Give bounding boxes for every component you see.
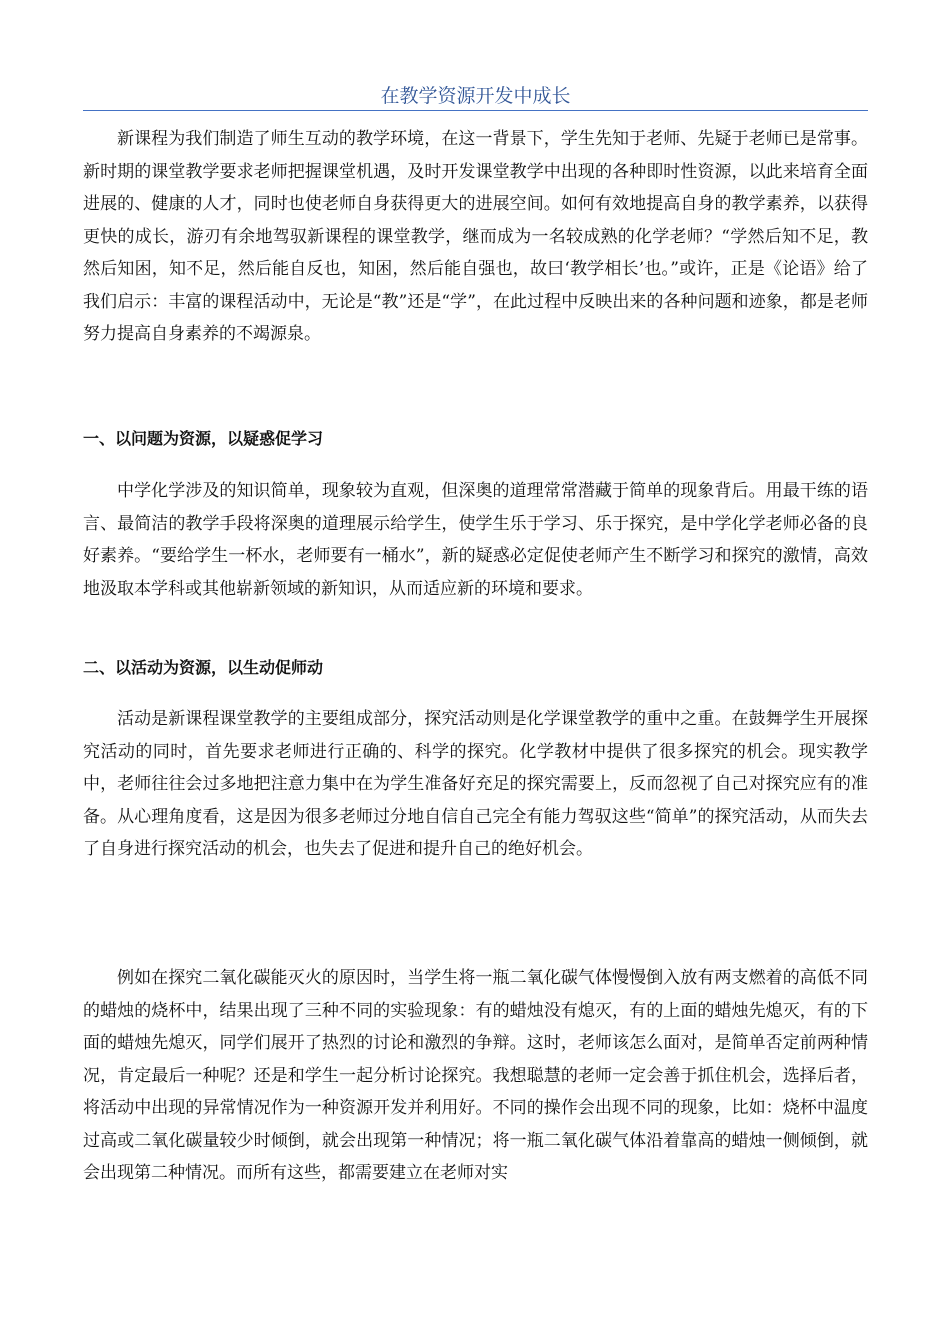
- section-2-paragraph-1: 活动是新课程课堂教学的主要组成部分，探究活动则是化学课堂教学的重中之重。在鼓舞学生开展探究活动的同时，首先要求老师进行正确的、科学的探究。化学教材中提供了很多探究的机会。现实教学中，老师往往会过多地把注意力集中在为学生准备好充足的探究需要上，反而忽视了自己对探究应有的准备。从心理角度看，这是因为很多老师过分地自信自己完全有能力驾驭这些“简单”的探究活动，从而失去了自身进行探究活动的机会，也失去了促进和提升自己的绝好机会。: [83, 709, 868, 859]
- section-1-paragraph: 中学化学涉及的知识简单，现象较为直观，但深奥的道理常常潜藏于简单的现象背后。用最干练的语言、最简洁的教学手段将深奥的道理展示给学生，使学生乐于学习、乐于探究，是中学化学老师必备的良好素养。“要给学生一杯水，老师要有一桶水”，新的疑惑必定促使老师产生不断学习和探究的激情，高效地汲取本学科或其他崭新领域的新知识，从而适应新的环境和要求。: [83, 481, 868, 599]
- title-underline: [83, 110, 868, 111]
- section-2-paragraph-2: 例如在探究二氧化碳能灭火的原因时，当学生将一瓶二氧化碳气体慢慢倒入放有两支燃着的高低不同的蜡烛的烧杯中，结果出现了三种不同的实验现象：有的蜡烛没有熄灭，有的上面的蜡烛先熄灭，有的下面的蜡烛先熄灭，同学们展开了热烈的讨论和激烈的争辩。这时，老师该怎么面对，是简单否定前两种情况，肯定最后一种呢？还是和学生一起分析讨论探究。我想聪慧的老师一定会善于抓住机会，选择后者，将活动中出现的异常情况作为一种资源开发并利用好。不同的操作会出现不同的现象，比如：烧杯中温度过高或二氧化碳量较少时倾倒，就会出现第一种情况；将一瓶二氧化碳气体沿着靠高的蜡烛一侧倾倒，就会出现第二种情况。而所有这些，都需要建立在老师对实: [83, 968, 868, 1183]
- section-heading-1: 一、以问题为资源，以疑惑促学习: [83, 429, 324, 448]
- section-heading-2: 二、以活动为资源，以生动促师动: [83, 658, 324, 677]
- intro-paragraph: 新课程为我们制造了师生互动的教学环境，在这一背景下，学生先知于老师、先疑于老师已是常事。新时期的课堂教学要求老师把握课堂机遇，及时开发课堂教学中出现的各种即时性资源，以此来培育全面进展的、健康的人才，同时也使老师自身获得更大的进展空间。如何有效地提高自身的教学素养，以获得更快的成长，游刃有余地驾驭新课程的课堂教学，继而成为一名较成熟的化学老师？“学然后知不足，教然后知困，知不足，然后能自反也，知困，然后能自强也，故曰‘教学相长’也。”或许，正是《论语》给了我们启示：丰富的课程活动中，无论是“教”还是“学”，在此过程中反映出来的各种问题和迹象，都是老师努力提高自身素养的不竭源泉。: [83, 129, 868, 344]
- page-title: 在教学资源开发中成长: [380, 85, 571, 107]
